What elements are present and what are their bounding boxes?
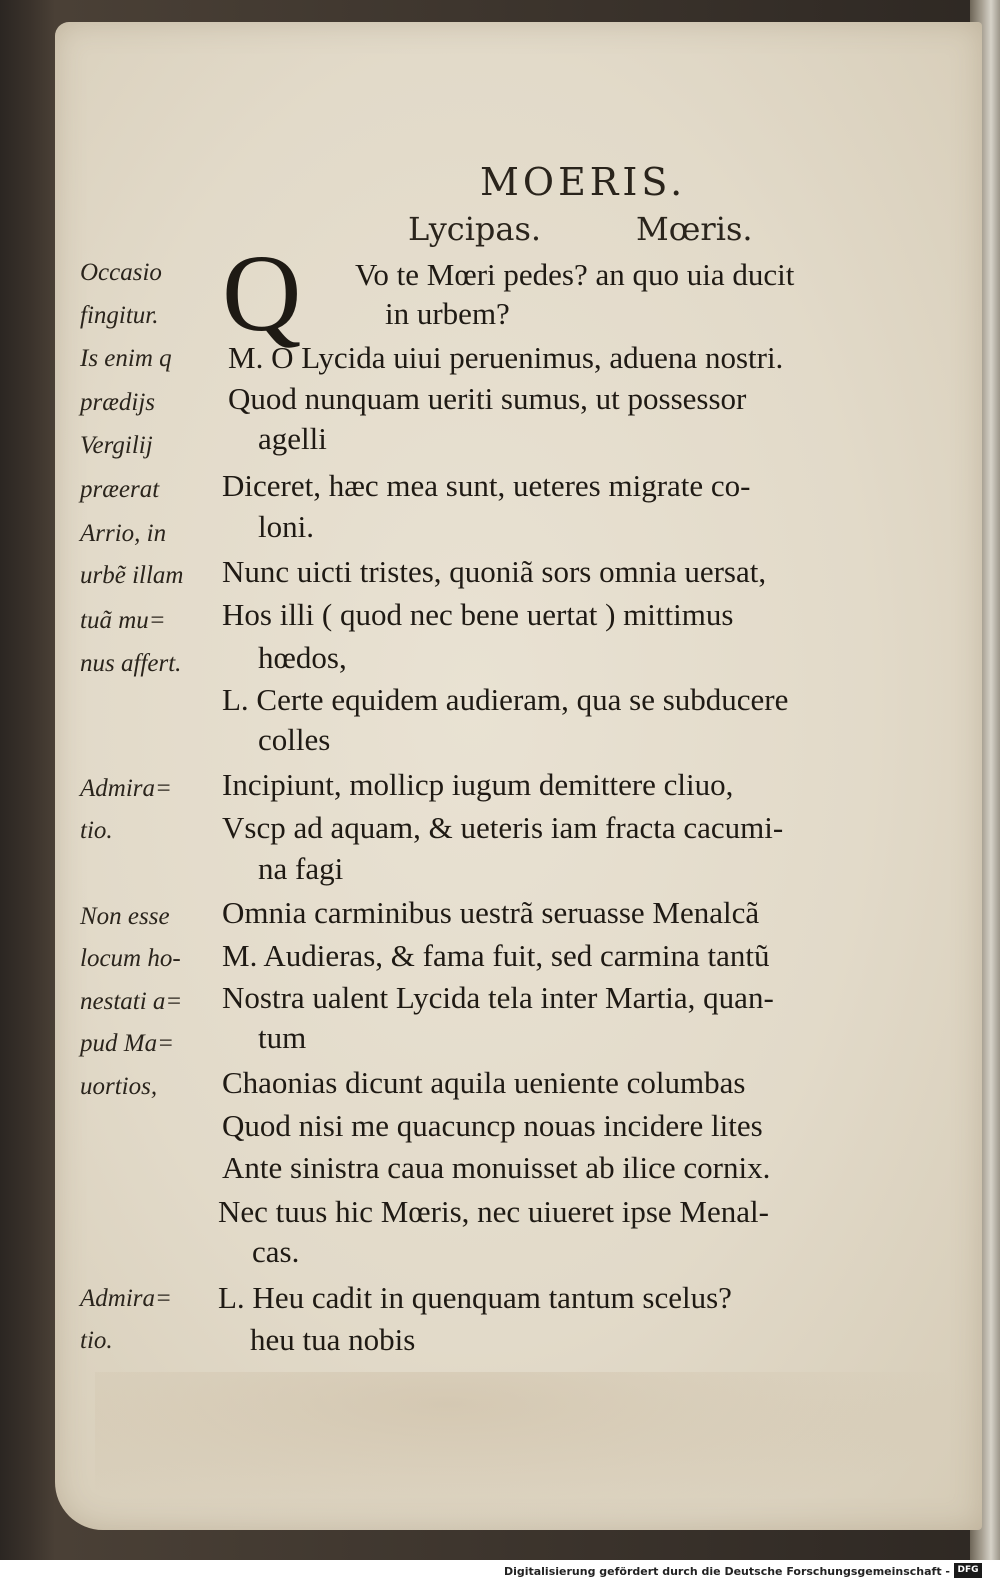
speaker-right: Mœris. bbox=[636, 210, 753, 248]
text-line: Incipiunt, mollicp iugum demittere cliuo, bbox=[222, 767, 734, 802]
text-line: Quod nunquam ueriti sumus, ut possessor bbox=[228, 381, 747, 416]
margin-note: Occasio bbox=[80, 259, 162, 286]
text-line: Vo te Mœri pedes? an quo uia ducit bbox=[355, 257, 795, 292]
dfg-logo: DFG bbox=[954, 1563, 982, 1578]
text-line: cas. bbox=[252, 1234, 300, 1269]
text-line: in urbem? bbox=[385, 296, 510, 331]
speaker-left: Lycipas. bbox=[408, 210, 542, 248]
margin-note: præerat bbox=[80, 476, 160, 503]
margin-note: Arrio, in bbox=[80, 520, 167, 547]
text-line: M. Audieras, & fama fuit, sed carmina tantũ bbox=[222, 938, 770, 973]
text-line: M. O Lycida uiui peruenimus, aduena nostri. bbox=[228, 340, 784, 375]
text-line: Quod nisi me quacuncp nouas incidere lites bbox=[222, 1108, 763, 1143]
text-line: L. Certe equidem audieram, qua se subducere bbox=[222, 682, 789, 717]
margin-note: urbẽ illam bbox=[80, 562, 184, 589]
margin-note: locum ho- bbox=[80, 945, 181, 972]
margin-note: fingitur. bbox=[80, 302, 159, 329]
text-line: na fagi bbox=[258, 851, 344, 886]
margin-note: Is enim q bbox=[80, 345, 172, 372]
margin-note: Vergilij bbox=[80, 432, 153, 459]
margin-note: Admira= bbox=[80, 1285, 172, 1312]
text-line: Nec tuus hic Mœris, nec uiueret ipse Menal- bbox=[218, 1194, 769, 1229]
text-line: heu tua nobis bbox=[250, 1322, 416, 1357]
margin-note: Non esse bbox=[80, 903, 170, 930]
funding-credit: Digitalisierung gefördert durch die Deutsche Forschungsgemeinschaft - bbox=[503, 1565, 950, 1578]
text-line: Vscp ad aquam, & ueteris iam fracta cacumi- bbox=[222, 810, 784, 845]
text-line: Hos illi ( quod nec bene uertat ) mittimus bbox=[222, 597, 734, 632]
margin-note: Admira= bbox=[80, 775, 172, 802]
text-line: tum bbox=[258, 1020, 307, 1055]
margin-note: nus affert. bbox=[80, 650, 182, 677]
text-line: hœdos, bbox=[258, 640, 347, 675]
text-line: L. Heu cadit in quenquam tantum scelus? bbox=[218, 1280, 732, 1315]
text-line: Nunc uicti tristes, quoniã sors omnia uersat, bbox=[222, 554, 767, 589]
margin-note: tio. bbox=[80, 817, 113, 844]
margin-note: tio. bbox=[80, 1327, 113, 1354]
text-line: colles bbox=[258, 722, 331, 757]
text-line: Ante sinistra caua monuisset ab ilice cornix. bbox=[222, 1150, 771, 1185]
water-stain bbox=[95, 1372, 975, 1532]
text-line: Nostra ualent Lycida tela inter Martia, quan- bbox=[222, 980, 774, 1015]
margin-note: prædijs bbox=[80, 389, 156, 416]
text-line: agelli bbox=[258, 421, 327, 456]
margin-note: nestati a= bbox=[80, 988, 183, 1015]
margin-note: tuã mu= bbox=[80, 607, 166, 634]
text-line: loni. bbox=[258, 509, 314, 544]
text-line: Chaonias dicunt aquila ueniente columbas bbox=[222, 1065, 746, 1100]
margin-note: pud Ma= bbox=[80, 1030, 174, 1057]
margin-note: uortios, bbox=[80, 1073, 158, 1100]
drop-cap: Q bbox=[222, 232, 302, 354]
text-line: Omnia carminibus uestrã seruasse Menalcã bbox=[222, 895, 760, 930]
text-line: Diceret, hæc mea sunt, ueteres migrate co- bbox=[222, 468, 751, 503]
page-title: MOERIS. bbox=[480, 160, 687, 204]
